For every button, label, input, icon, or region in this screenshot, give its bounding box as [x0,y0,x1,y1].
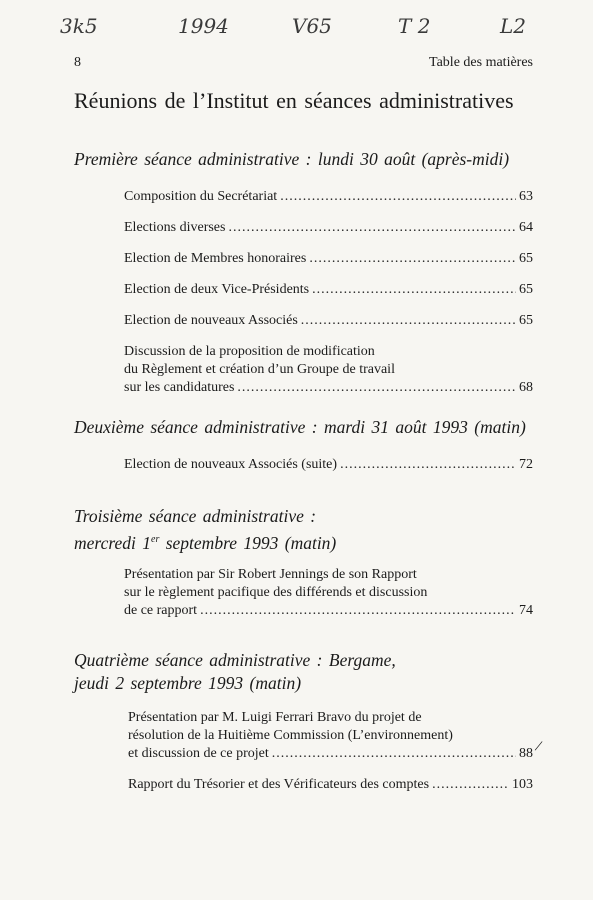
section-title-part: mercredi 1 [74,532,151,553]
dot-leader [237,379,516,397]
handwritten-annotation: 1994 [178,14,229,38]
section-title [74,148,509,171]
toc-entry [124,566,533,620]
page-number: 8 [74,55,81,70]
section-title-text: Quatrième séance administrative : Bergame, [74,650,396,670]
pen-mark-icon: / [533,737,544,756]
toc-entry-text: Election de Membres honoraires [124,251,307,266]
dot-leader [272,745,516,763]
dot-leader [340,456,516,474]
toc-entry-text: de ce rapport [124,603,198,618]
toc-page-number: 65 [519,251,533,266]
toc-entry-text: Présentation par M. Luigi Ferrari Bravo du projet de [128,710,422,725]
section-title [74,416,526,439]
dot-leader [309,250,516,268]
section-title-text: Première séance administrative : lundi 30 août (après-midi) [74,149,510,169]
toc-entry-text: Election de nouveaux Associés (suite) [124,457,338,472]
dot-leader [301,312,516,330]
section-title-text: Troisième séance administrative : [74,506,317,526]
handwritten-annotation: T 2 [398,14,431,38]
page-title: Réunions de l’Institut en séances administratives [74,88,514,113]
toc-entry [124,188,533,206]
toc-entry-text: Election de nouveaux Associés [124,313,298,328]
toc-entry-text: sur les candidatures [124,380,235,395]
toc-page-number: 88 [519,746,533,761]
section-title [74,649,396,695]
toc-entry [128,709,533,763]
toc-entry [124,281,533,299]
section-title-text [74,528,336,555]
section-title [74,505,336,555]
dot-leader [228,219,516,237]
toc-page-number: 103 [512,777,533,792]
toc-entry [124,456,533,474]
toc-page-number: 65 [519,282,533,297]
toc-entry [128,776,533,794]
toc-entry-text: sur le règlement pacifique des différends et discussion [124,585,428,600]
toc-page-number: 64 [519,220,533,235]
toc-entry-text: Discussion de la proposition de modification [124,344,375,359]
toc-entry [124,312,533,330]
toc-page-number: 63 [519,189,533,204]
toc-entry-text: résolution de la Huitième Commission (L’environnement) [128,728,453,743]
toc-entry [124,250,533,268]
handwritten-annotation: V65 [292,14,332,38]
toc-entry [124,343,533,397]
toc-entry [124,219,533,237]
handwritten-annotation: L2 [500,14,527,38]
section-title-text: jeudi 2 septembre 1993 (matin) [74,673,302,693]
toc-entry-text: du Règlement et création d’un Groupe de travail [124,362,395,377]
running-head: Table des matières [429,55,533,70]
toc-entry-text: Election de deux Vice-Présidents [124,282,310,297]
section-title-part: septembre 1993 (matin) [159,532,337,553]
dot-leader [280,188,516,206]
toc-entry-text: Composition du Secrétariat [124,189,278,204]
toc-page-number: 68 [519,380,533,395]
dot-leader [432,776,509,794]
toc-entry-text: Présentation par Sir Robert Jennings de son Rapport [124,567,417,582]
toc-entry-text: et discussion de ce projet [128,746,269,761]
toc-entry-text: Elections diverses [124,220,226,235]
handwritten-annotation: 3k5 [60,14,98,38]
section-title-text: Deuxième séance administrative : mardi 31 août 1993 (matin) [74,417,526,437]
toc-entry-text: Rapport du Trésorier et des Vérificateurs des comptes [128,777,430,792]
dot-leader [200,602,516,620]
toc-page-number: 72 [519,457,533,472]
toc-page-number: 65 [519,313,533,328]
superscript: er [151,534,160,545]
dot-leader [312,281,516,299]
toc-page-number: 74 [519,603,533,618]
